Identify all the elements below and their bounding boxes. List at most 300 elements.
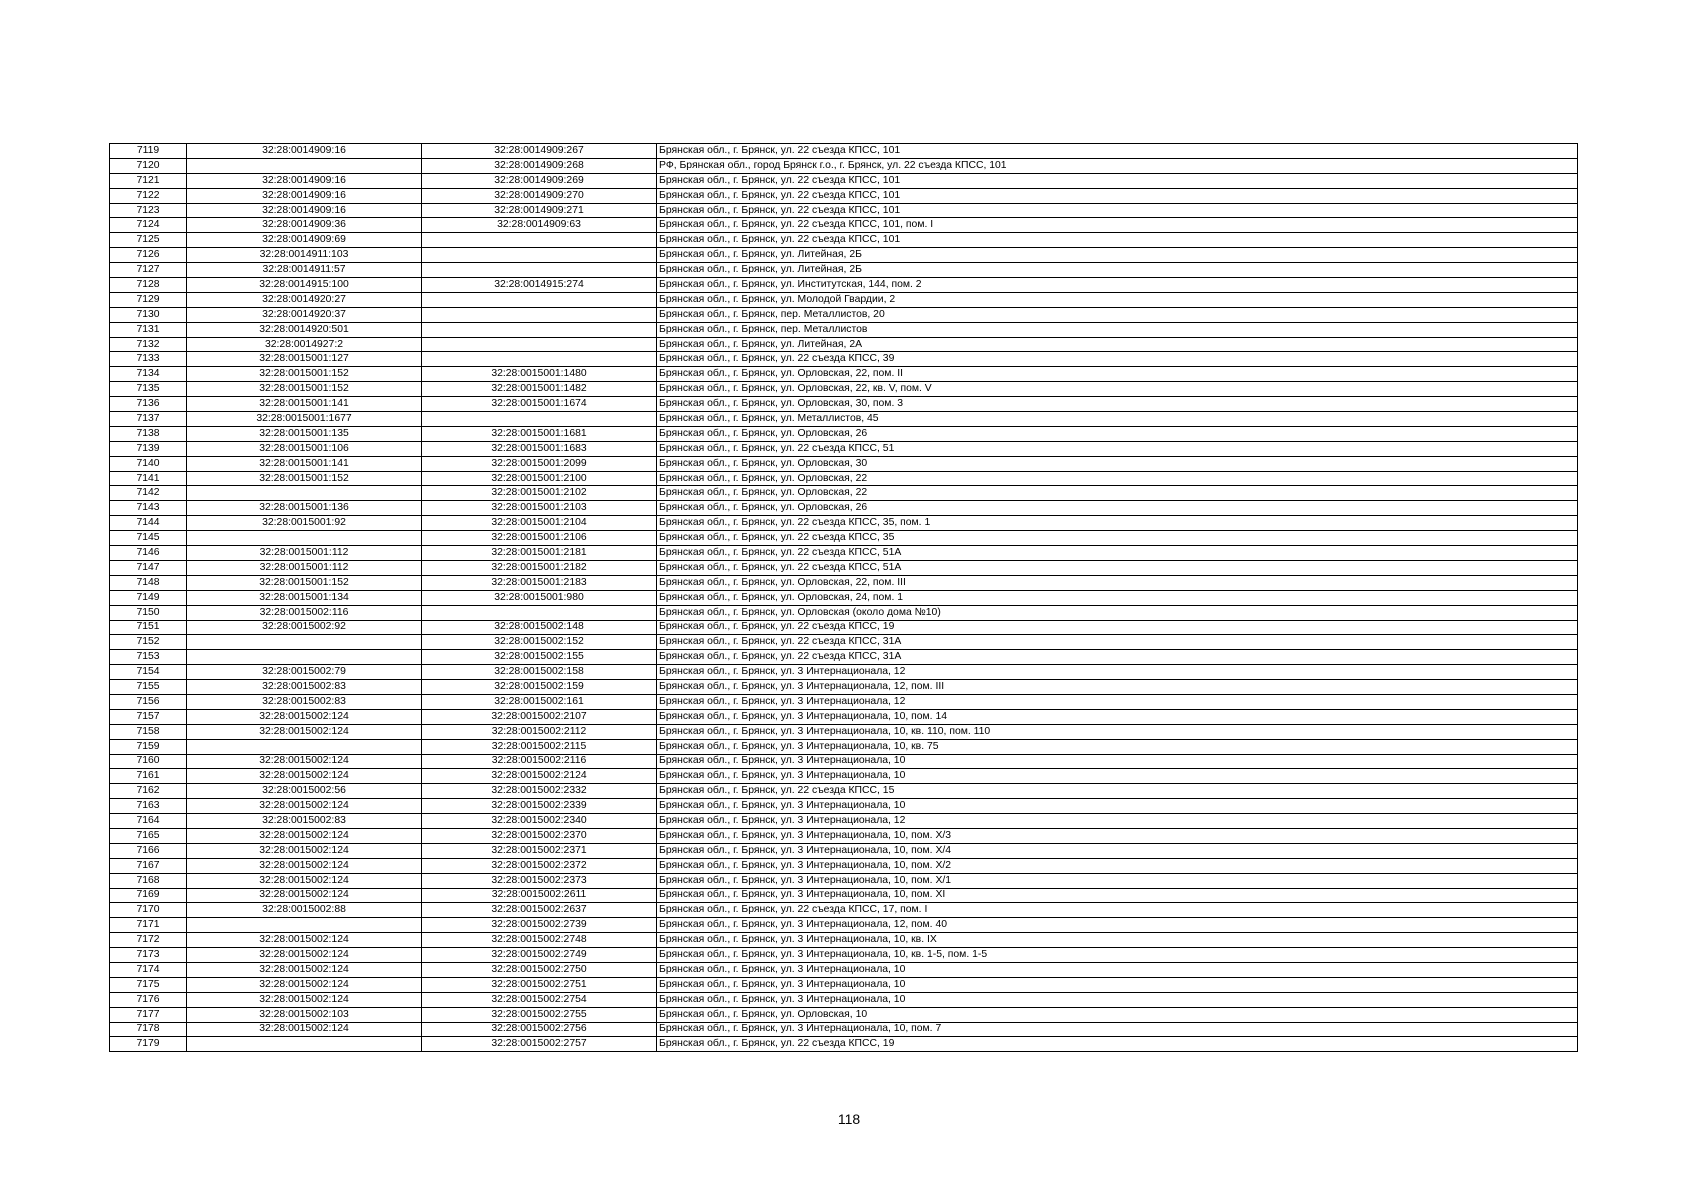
land-cadastral-number-cell: 32:28:0015002:124 [187, 873, 422, 888]
page-number: 118 [837, 1111, 861, 1127]
table-row [110, 203, 1578, 218]
row-number-cell: 7156 [110, 694, 187, 709]
table-row [110, 828, 1578, 843]
land-cadastral-number-cell: 32:28:0015002:92 [187, 620, 422, 635]
row-number-cell: 7125 [110, 233, 187, 248]
address-cell: Брянская обл., г. Брянск, ул. 3 Интернационала, 10, кв. 1-5, пом. 1-5 [657, 948, 1578, 963]
object-cadastral-number-cell: 32:28:0014909:270 [422, 188, 657, 203]
land-cadastral-number-cell: 32:28:0015002:124 [187, 843, 422, 858]
row-number-cell: 7140 [110, 456, 187, 471]
table-row [110, 784, 1578, 799]
address-cell: Брянская обл., г. Брянск, ул. Литейная, 2А [657, 337, 1578, 352]
row-number-cell: 7172 [110, 933, 187, 948]
land-cadastral-number-cell: 32:28:0014920:501 [187, 322, 422, 337]
address-cell: Брянская обл., г. Брянск, ул. 22 съезда КПСС, 39 [657, 352, 1578, 367]
address-cell: Брянская обл., г. Брянск, ул. 3 Интернационала, 10, кв. IX [657, 933, 1578, 948]
row-number-cell: 7141 [110, 471, 187, 486]
address-cell: Брянская обл., г. Брянск, ул. Металлистов, 45 [657, 412, 1578, 427]
object-cadastral-number-cell: 32:28:0015001:2104 [422, 516, 657, 531]
address-cell: Брянская обл., г. Брянск, ул. Орловская, 26 [657, 501, 1578, 516]
land-cadastral-number-cell: 32:28:0014915:100 [187, 278, 422, 293]
land-cadastral-number-cell: 32:28:0015001:112 [187, 560, 422, 575]
address-cell: Брянская обл., г. Брянск, ул. Орловская, 30 [657, 456, 1578, 471]
object-cadastral-number-cell: 32:28:0015002:148 [422, 620, 657, 635]
object-cadastral-number-cell: 32:28:0015001:1480 [422, 367, 657, 382]
row-number-cell: 7167 [110, 858, 187, 873]
row-number-cell: 7142 [110, 486, 187, 501]
row-number-cell: 7132 [110, 337, 187, 352]
row-number-cell: 7174 [110, 962, 187, 977]
row-number-cell: 7135 [110, 382, 187, 397]
object-cadastral-number-cell [422, 292, 657, 307]
land-cadastral-number-cell: 32:28:0014909:16 [187, 188, 422, 203]
table-row [110, 292, 1578, 307]
land-cadastral-number-cell: 32:28:0014911:103 [187, 248, 422, 263]
land-cadastral-number-cell: 32:28:0015002:124 [187, 992, 422, 1007]
land-cadastral-number-cell: 32:28:0015002:124 [187, 858, 422, 873]
registry-table [109, 143, 1578, 1052]
address-cell: Брянская обл., г. Брянск, ул. 22 съезда КПСС, 101, пом. I [657, 218, 1578, 233]
row-number-cell: 7173 [110, 948, 187, 963]
table-row [110, 903, 1578, 918]
address-cell: Брянская обл., г. Брянск, ул. Орловская, 22 [657, 486, 1578, 501]
address-cell: Брянская обл., г. Брянск, ул. 22 съезда КПСС, 31А [657, 650, 1578, 665]
row-number-cell: 7127 [110, 263, 187, 278]
object-cadastral-number-cell: 32:28:0015002:152 [422, 635, 657, 650]
table-row [110, 709, 1578, 724]
row-number-cell: 7177 [110, 1007, 187, 1022]
object-cadastral-number-cell: 32:28:0014909:268 [422, 158, 657, 173]
object-cadastral-number-cell: 32:28:0015002:2739 [422, 918, 657, 933]
object-cadastral-number-cell: 32:28:0014909:63 [422, 218, 657, 233]
land-cadastral-number-cell [187, 739, 422, 754]
address-cell: Брянская обл., г. Брянск, ул. 22 съезда КПСС, 101 [657, 144, 1578, 159]
table-row [110, 426, 1578, 441]
table-row [110, 858, 1578, 873]
land-cadastral-number-cell [187, 918, 422, 933]
row-number-cell: 7123 [110, 203, 187, 218]
row-number-cell: 7160 [110, 754, 187, 769]
table-row [110, 754, 1578, 769]
row-number-cell: 7162 [110, 784, 187, 799]
table-row [110, 694, 1578, 709]
object-cadastral-number-cell: 32:28:0015001:2183 [422, 575, 657, 590]
table-row [110, 397, 1578, 412]
row-number-cell: 7119 [110, 144, 187, 159]
table-row [110, 1037, 1578, 1052]
land-cadastral-number-cell [187, 158, 422, 173]
address-cell: Брянская обл., г. Брянск, ул. Орловская, 22 [657, 471, 1578, 486]
table-row [110, 724, 1578, 739]
address-cell: Брянская обл., г. Брянск, ул. Литейная, 2Б [657, 263, 1578, 278]
object-cadastral-number-cell: 32:28:0015002:2748 [422, 933, 657, 948]
table-row [110, 486, 1578, 501]
land-cadastral-number-cell: 32:28:0015002:124 [187, 828, 422, 843]
object-cadastral-number-cell: 32:28:0015001:1681 [422, 426, 657, 441]
row-number-cell: 7126 [110, 248, 187, 263]
row-number-cell: 7171 [110, 918, 187, 933]
table-row [110, 575, 1578, 590]
land-cadastral-number-cell: 32:28:0015002:88 [187, 903, 422, 918]
row-number-cell: 7121 [110, 173, 187, 188]
object-cadastral-number-cell: 32:28:0015002:2749 [422, 948, 657, 963]
land-cadastral-number-cell: 32:28:0015001:112 [187, 546, 422, 561]
row-number-cell: 7157 [110, 709, 187, 724]
address-cell: Брянская обл., г. Брянск, ул. Орловская, 22, кв. V, пом. V [657, 382, 1578, 397]
land-cadastral-number-cell: 32:28:0015002:124 [187, 709, 422, 724]
table-row [110, 665, 1578, 680]
land-cadastral-number-cell: 32:28:0014909:16 [187, 144, 422, 159]
registry-table-body [110, 144, 1578, 1052]
row-number-cell: 7120 [110, 158, 187, 173]
land-cadastral-number-cell [187, 1037, 422, 1052]
address-cell: Брянская обл., г. Брянск, ул. 3 Интернационала, 12 [657, 694, 1578, 709]
object-cadastral-number-cell: 32:28:0015002:2107 [422, 709, 657, 724]
row-number-cell: 7165 [110, 828, 187, 843]
table-row [110, 307, 1578, 322]
table-row [110, 873, 1578, 888]
land-cadastral-number-cell: 32:28:0015002:124 [187, 724, 422, 739]
address-cell: Брянская обл., г. Брянск, ул. Орловская, 30, пом. 3 [657, 397, 1578, 412]
object-cadastral-number-cell: 32:28:0015002:2340 [422, 814, 657, 829]
land-cadastral-number-cell: 32:28:0015001:141 [187, 456, 422, 471]
row-number-cell: 7124 [110, 218, 187, 233]
land-cadastral-number-cell: 32:28:0014927:2 [187, 337, 422, 352]
land-cadastral-number-cell: 32:28:0014909:16 [187, 173, 422, 188]
address-cell: Брянская обл., г. Брянск, ул. 22 съезда КПСС, 101 [657, 173, 1578, 188]
row-number-cell: 7148 [110, 575, 187, 590]
table-row [110, 218, 1578, 233]
table-row [110, 248, 1578, 263]
table-row [110, 158, 1578, 173]
object-cadastral-number-cell: 32:28:0015002:2756 [422, 1022, 657, 1037]
address-cell: Брянская обл., г. Брянск, ул. 3 Интернационала, 10, пом. X/4 [657, 843, 1578, 858]
row-number-cell: 7166 [110, 843, 187, 858]
row-number-cell: 7138 [110, 426, 187, 441]
address-cell: Брянская обл., г. Брянск, ул. 3 Интернационала, 10 [657, 754, 1578, 769]
address-cell: Брянская обл., г. Брянск, ул. 3 Интернационала, 10, пом. XI [657, 888, 1578, 903]
address-cell: Брянская обл., г. Брянск, ул. Орловская, 22, пом. II [657, 367, 1578, 382]
object-cadastral-number-cell: 32:28:0014915:274 [422, 278, 657, 293]
table-row [110, 977, 1578, 992]
table-row [110, 933, 1578, 948]
address-cell: Брянская обл., г. Брянск, ул. 3 Интернационала, 10, кв. 110, пом. 110 [657, 724, 1578, 739]
land-cadastral-number-cell: 32:28:0015002:124 [187, 754, 422, 769]
row-number-cell: 7164 [110, 814, 187, 829]
object-cadastral-number-cell: 32:28:0015002:2757 [422, 1037, 657, 1052]
table-row [110, 888, 1578, 903]
address-cell: Брянская обл., г. Брянск, ул. 22 съезда КПСС, 35 [657, 531, 1578, 546]
row-number-cell: 7133 [110, 352, 187, 367]
object-cadastral-number-cell [422, 352, 657, 367]
object-cadastral-number-cell: 32:28:0015002:2332 [422, 784, 657, 799]
land-cadastral-number-cell: 32:28:0014911:57 [187, 263, 422, 278]
land-cadastral-number-cell: 32:28:0015001:141 [187, 397, 422, 412]
object-cadastral-number-cell: 32:28:0015002:2372 [422, 858, 657, 873]
table-row [110, 843, 1578, 858]
land-cadastral-number-cell: 32:28:0015002:83 [187, 694, 422, 709]
land-cadastral-number-cell: 32:28:0015001:152 [187, 471, 422, 486]
row-number-cell: 7131 [110, 322, 187, 337]
object-cadastral-number-cell: 32:28:0015002:2371 [422, 843, 657, 858]
object-cadastral-number-cell: 32:28:0015002:2124 [422, 769, 657, 784]
address-cell: Брянская обл., г. Брянск, ул. 22 съезда КПСС, 35, пом. 1 [657, 516, 1578, 531]
table-row [110, 948, 1578, 963]
land-cadastral-number-cell [187, 635, 422, 650]
row-number-cell: 7129 [110, 292, 187, 307]
address-cell: Брянская обл., г. Брянск, ул. Орловская (около дома №10) [657, 605, 1578, 620]
land-cadastral-number-cell: 32:28:0015001:135 [187, 426, 422, 441]
row-number-cell: 7149 [110, 590, 187, 605]
row-number-cell: 7154 [110, 665, 187, 680]
land-cadastral-number-cell: 32:28:0015002:124 [187, 933, 422, 948]
address-cell: Брянская обл., г. Брянск, ул. 3 Интернационала, 10, пом. 7 [657, 1022, 1578, 1037]
address-cell: Брянская обл., г. Брянск, ул. 3 Интернационала, 10 [657, 799, 1578, 814]
address-cell: Брянская обл., г. Брянск, пер. Металлистов, 20 [657, 307, 1578, 322]
object-cadastral-number-cell [422, 263, 657, 278]
row-number-cell: 7143 [110, 501, 187, 516]
land-cadastral-number-cell: 32:28:0015002:124 [187, 962, 422, 977]
row-number-cell: 7152 [110, 635, 187, 650]
land-cadastral-number-cell: 32:28:0015001:152 [187, 382, 422, 397]
object-cadastral-number-cell: 32:28:0015002:2116 [422, 754, 657, 769]
object-cadastral-number-cell [422, 337, 657, 352]
address-cell: Брянская обл., г. Брянск, ул. 3 Интернационала, 10, пом. X/1 [657, 873, 1578, 888]
land-cadastral-number-cell: 32:28:0015001:152 [187, 575, 422, 590]
land-cadastral-number-cell: 32:28:0015001:134 [187, 590, 422, 605]
row-number-cell: 7175 [110, 977, 187, 992]
object-cadastral-number-cell: 32:28:0015002:2755 [422, 1007, 657, 1022]
land-cadastral-number-cell [187, 486, 422, 501]
row-number-cell: 7170 [110, 903, 187, 918]
object-cadastral-number-cell: 32:28:0014909:267 [422, 144, 657, 159]
address-cell: Брянская обл., г. Брянск, ул. 22 съезда КПСС, 31А [657, 635, 1578, 650]
address-cell: Брянская обл., г. Брянск, ул. 3 Интернационала, 12 [657, 665, 1578, 680]
object-cadastral-number-cell: 32:28:0015001:980 [422, 590, 657, 605]
address-cell: Брянская обл., г. Брянск, ул. 22 съезда КПСС, 51А [657, 546, 1578, 561]
land-cadastral-number-cell: 32:28:0015001:127 [187, 352, 422, 367]
object-cadastral-number-cell: 32:28:0015001:1482 [422, 382, 657, 397]
address-cell: Брянская обл., г. Брянск, ул. 3 Интернационала, 10, пом. 14 [657, 709, 1578, 724]
land-cadastral-number-cell: 32:28:0015002:124 [187, 977, 422, 992]
row-number-cell: 7144 [110, 516, 187, 531]
address-cell: Брянская обл., г. Брянск, ул. 22 съезда КПСС, 17, пом. I [657, 903, 1578, 918]
table-row [110, 233, 1578, 248]
table-row [110, 546, 1578, 561]
address-cell: Брянская обл., г. Брянск, ул. 3 Интернационала, 10 [657, 962, 1578, 977]
address-cell: РФ, Брянская обл., город Брянск г.о., г. Брянск, ул. 22 съезда КПСС, 101 [657, 158, 1578, 173]
land-cadastral-number-cell: 32:28:0015002:124 [187, 1022, 422, 1037]
address-cell: Брянская обл., г. Брянск, ул. 22 съезда КПСС, 15 [657, 784, 1578, 799]
row-number-cell: 7158 [110, 724, 187, 739]
object-cadastral-number-cell [422, 233, 657, 248]
object-cadastral-number-cell: 32:28:0015002:2112 [422, 724, 657, 739]
address-cell: Брянская обл., г. Брянск, ул. Литейная, 2Б [657, 248, 1578, 263]
table-row [110, 620, 1578, 635]
table-row [110, 352, 1578, 367]
table-row [110, 441, 1578, 456]
object-cadastral-number-cell: 32:28:0015001:2100 [422, 471, 657, 486]
table-row [110, 962, 1578, 977]
table-row [110, 590, 1578, 605]
object-cadastral-number-cell [422, 412, 657, 427]
address-cell: Брянская обл., г. Брянск, ул. 3 Интернационала, 10 [657, 769, 1578, 784]
table-row [110, 769, 1578, 784]
land-cadastral-number-cell: 32:28:0014920:27 [187, 292, 422, 307]
row-number-cell: 7169 [110, 888, 187, 903]
address-cell: Брянская обл., г. Брянск, ул. Орловская, 24, пом. 1 [657, 590, 1578, 605]
row-number-cell: 7137 [110, 412, 187, 427]
land-cadastral-number-cell: 32:28:0015001:136 [187, 501, 422, 516]
address-cell: Брянская обл., г. Брянск, ул. Орловская, 26 [657, 426, 1578, 441]
land-cadastral-number-cell: 32:28:0015002:79 [187, 665, 422, 680]
land-cadastral-number-cell: 32:28:0015002:124 [187, 888, 422, 903]
table-row [110, 605, 1578, 620]
address-cell: Брянская обл., г. Брянск, ул. 3 Интернационала, 12 [657, 814, 1578, 829]
row-number-cell: 7147 [110, 560, 187, 575]
table-row [110, 501, 1578, 516]
object-cadastral-number-cell: 32:28:0015001:2106 [422, 531, 657, 546]
address-cell: Брянская обл., г. Брянск, ул. Институтская, 144, пом. 2 [657, 278, 1578, 293]
table-row [110, 918, 1578, 933]
object-cadastral-number-cell: 32:28:0015002:161 [422, 694, 657, 709]
row-number-cell: 7153 [110, 650, 187, 665]
land-cadastral-number-cell [187, 531, 422, 546]
row-number-cell: 7159 [110, 739, 187, 754]
row-number-cell: 7151 [110, 620, 187, 635]
table-row [110, 516, 1578, 531]
land-cadastral-number-cell: 32:28:0015001:152 [187, 367, 422, 382]
table-row [110, 799, 1578, 814]
table-row [110, 471, 1578, 486]
row-number-cell: 7134 [110, 367, 187, 382]
land-cadastral-number-cell: 32:28:0015002:83 [187, 814, 422, 829]
table-row [110, 188, 1578, 203]
row-number-cell: 7161 [110, 769, 187, 784]
address-cell: Брянская обл., г. Брянск, ул. 3 Интернационала, 10, пом. X/2 [657, 858, 1578, 873]
land-cadastral-number-cell: 32:28:0014909:16 [187, 203, 422, 218]
table-row [110, 739, 1578, 754]
address-cell: Брянская обл., г. Брянск, ул. Молодой Гвардии, 2 [657, 292, 1578, 307]
address-cell: Брянская обл., г. Брянск, пер. Металлистов [657, 322, 1578, 337]
table-row [110, 367, 1578, 382]
table-row [110, 278, 1578, 293]
land-cadastral-number-cell: 32:28:0014909:69 [187, 233, 422, 248]
land-cadastral-number-cell: 32:28:0015002:124 [187, 799, 422, 814]
table-row [110, 322, 1578, 337]
object-cadastral-number-cell: 32:28:0015002:2115 [422, 739, 657, 754]
object-cadastral-number-cell: 32:28:0015001:2103 [422, 501, 657, 516]
table-row [110, 650, 1578, 665]
address-cell: Брянская обл., г. Брянск, ул. 3 Интернационала, 10, кв. 75 [657, 739, 1578, 754]
object-cadastral-number-cell: 32:28:0015002:2754 [422, 992, 657, 1007]
table-row [110, 412, 1578, 427]
address-cell: Брянская обл., г. Брянск, ул. 3 Интернационала, 10, пом. X/3 [657, 828, 1578, 843]
object-cadastral-number-cell: 32:28:0015002:2611 [422, 888, 657, 903]
object-cadastral-number-cell: 32:28:0014909:269 [422, 173, 657, 188]
table-row [110, 680, 1578, 695]
table-row [110, 456, 1578, 471]
row-number-cell: 7122 [110, 188, 187, 203]
address-cell: Брянская обл., г. Брянск, ул. 22 съезда КПСС, 19 [657, 1037, 1578, 1052]
land-cadastral-number-cell: 32:28:0015002:56 [187, 784, 422, 799]
address-cell: Брянская обл., г. Брянск, ул. 22 съезда КПСС, 101 [657, 203, 1578, 218]
object-cadastral-number-cell: 32:28:0015002:2637 [422, 903, 657, 918]
row-number-cell: 7128 [110, 278, 187, 293]
object-cadastral-number-cell: 32:28:0015001:2182 [422, 560, 657, 575]
land-cadastral-number-cell: 32:28:0014909:36 [187, 218, 422, 233]
address-cell: Брянская обл., г. Брянск, ул. Орловская, 22, пом. III [657, 575, 1578, 590]
table-row [110, 531, 1578, 546]
row-number-cell: 7176 [110, 992, 187, 1007]
object-cadastral-number-cell: 32:28:0015002:155 [422, 650, 657, 665]
row-number-cell: 7146 [110, 546, 187, 561]
row-number-cell: 7139 [110, 441, 187, 456]
land-cadastral-number-cell: 32:28:0015002:103 [187, 1007, 422, 1022]
object-cadastral-number-cell: 32:28:0015002:2373 [422, 873, 657, 888]
address-cell: Брянская обл., г. Брянск, ул. 22 съезда КПСС, 51 [657, 441, 1578, 456]
object-cadastral-number-cell: 32:28:0015002:2750 [422, 962, 657, 977]
object-cadastral-number-cell: 32:28:0015002:2370 [422, 828, 657, 843]
address-cell: Брянская обл., г. Брянск, ул. Орловская, 10 [657, 1007, 1578, 1022]
object-cadastral-number-cell: 32:28:0015002:159 [422, 680, 657, 695]
table-row [110, 1007, 1578, 1022]
table-row [110, 144, 1578, 159]
table-row [110, 1022, 1578, 1037]
row-number-cell: 7178 [110, 1022, 187, 1037]
table-row [110, 635, 1578, 650]
land-cadastral-number-cell: 32:28:0015001:106 [187, 441, 422, 456]
land-cadastral-number-cell: 32:28:0015002:124 [187, 948, 422, 963]
object-cadastral-number-cell [422, 248, 657, 263]
table-row [110, 992, 1578, 1007]
row-number-cell: 7150 [110, 605, 187, 620]
object-cadastral-number-cell [422, 605, 657, 620]
row-number-cell: 7163 [110, 799, 187, 814]
address-cell: Брянская обл., г. Брянск, ул. 22 съезда КПСС, 101 [657, 233, 1578, 248]
land-cadastral-number-cell: 32:28:0015002:116 [187, 605, 422, 620]
land-cadastral-number-cell: 32:28:0015002:83 [187, 680, 422, 695]
address-cell: Брянская обл., г. Брянск, ул. 3 Интернационала, 10 [657, 977, 1578, 992]
object-cadastral-number-cell [422, 322, 657, 337]
object-cadastral-number-cell: 32:28:0015001:2181 [422, 546, 657, 561]
object-cadastral-number-cell: 32:28:0014909:271 [422, 203, 657, 218]
land-cadastral-number-cell: 32:28:0015001:92 [187, 516, 422, 531]
table-row [110, 173, 1578, 188]
address-cell: Брянская обл., г. Брянск, ул. 22 съезда КПСС, 101 [657, 188, 1578, 203]
land-cadastral-number-cell: 32:28:0015002:124 [187, 769, 422, 784]
land-cadastral-number-cell: 32:28:0014920:37 [187, 307, 422, 322]
address-cell: Брянская обл., г. Брянск, ул. 22 съезда КПСС, 51А [657, 560, 1578, 575]
table-row [110, 560, 1578, 575]
table-row [110, 814, 1578, 829]
object-cadastral-number-cell: 32:28:0015001:2099 [422, 456, 657, 471]
table-row [110, 337, 1578, 352]
address-cell: Брянская обл., г. Брянск, ул. 22 съезда КПСС, 19 [657, 620, 1578, 635]
object-cadastral-number-cell: 32:28:0015002:158 [422, 665, 657, 680]
table-row [110, 382, 1578, 397]
row-number-cell: 7130 [110, 307, 187, 322]
object-cadastral-number-cell: 32:28:0015001:2102 [422, 486, 657, 501]
object-cadastral-number-cell [422, 307, 657, 322]
address-cell: Брянская обл., г. Брянск, ул. 3 Интернационала, 12, пом. III [657, 680, 1578, 695]
row-number-cell: 7155 [110, 680, 187, 695]
row-number-cell: 7168 [110, 873, 187, 888]
row-number-cell: 7136 [110, 397, 187, 412]
object-cadastral-number-cell: 32:28:0015001:1683 [422, 441, 657, 456]
land-cadastral-number-cell: 32:28:0015001:1677 [187, 412, 422, 427]
address-cell: Брянская обл., г. Брянск, ул. 3 Интернационала, 12, пом. 40 [657, 918, 1578, 933]
